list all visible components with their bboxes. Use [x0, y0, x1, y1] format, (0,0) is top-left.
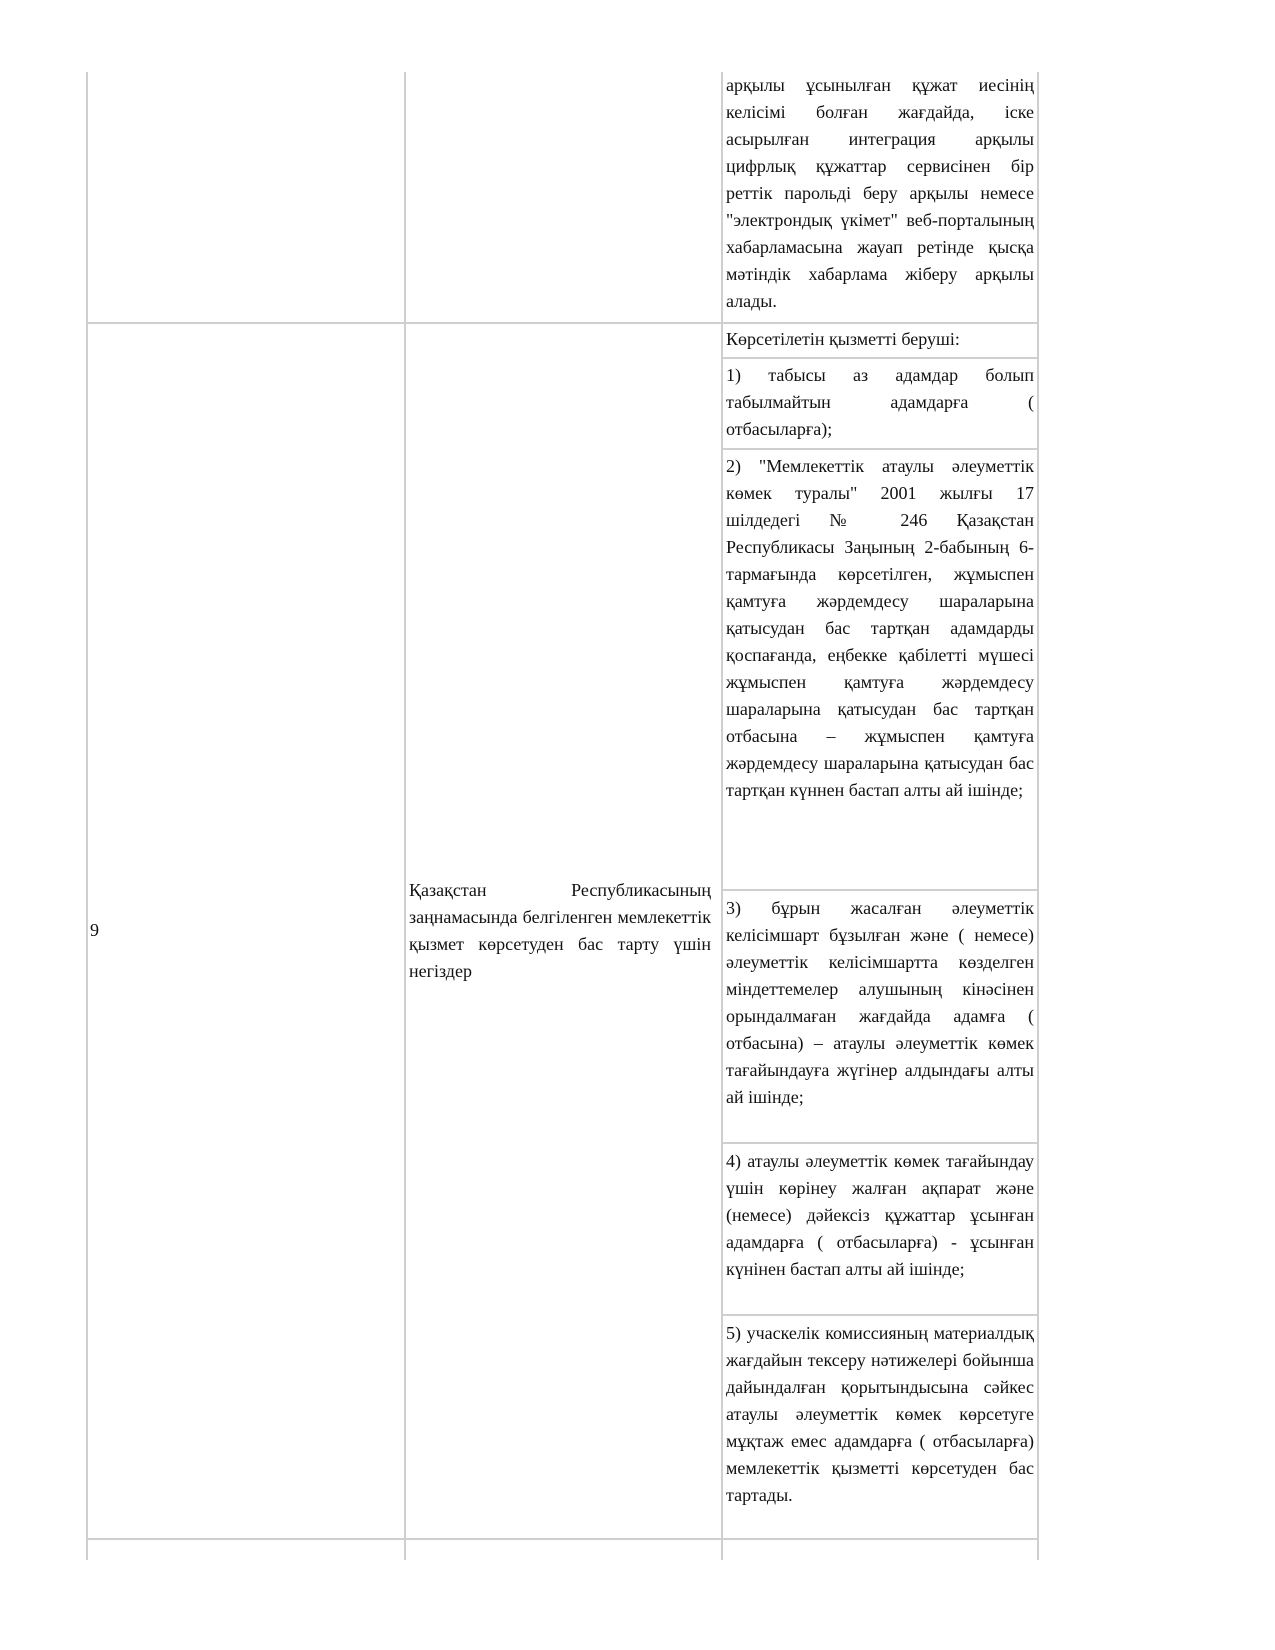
table-border-col3	[721, 72, 723, 1560]
subrow-divider-1	[721, 357, 1039, 359]
continued-cell-text: арқылы ұсынылған құжат иесінің келісімі болған жағдайда, іске асырылған интеграция арқылы цифрлық құжаттар сервисінен бір реттік парольді беру арқылы немесе "электрондық үкімет" веб-порталының хабарламасына жауап ретінде қысқа мәтіндік хабарлама жіберу арқылы алады.	[726, 75, 1034, 311]
refusal-item-2: 2) "Мемлекеттік атаулы әлеуметтік көмек туралы" 2001 жылғы 17 шілдедегі № 246 Қазақстан Республикасы Заңының 2-бабының 6-тармағында көрсетілген, жұмыспен қамтуға жәрдемдесу шараларына қатысудан бас тартқан адамдарды қоспағанда, еңбекке қабілетті мүшесі жұмыспен қамтуға жәрдемдесу шараларына қатысудан бас тартқан отбасына – жұмыспен қамтуға жәрдемдесу шараларына қатысудан бас тартқан күннен бастап алты ай ішінде;	[726, 456, 1034, 800]
row-divider-top-of-row-9	[86, 322, 1039, 324]
table-border-left	[86, 72, 88, 1560]
refusal-item-1: 1) табысы аз адамдар болып табылмайтын адамдарға ( отбасыларға);	[726, 365, 1034, 439]
provider-intro: Көрсетілетін қызметті беруші:	[726, 329, 960, 349]
subrow-divider-2	[721, 448, 1039, 450]
table-border-col2	[404, 72, 406, 1560]
row-number: 9	[90, 920, 99, 940]
refusal-item-4: 4) атаулы әлеуметтік көмек тағайындау үшін көрінеу жалған ақпарат және (немесе) дәйексіз құжаттар ұсынған адамдарға ( отбасыларға) - ұсынған күнінен бастап алты ай ішінде;	[726, 1151, 1034, 1279]
subrow-divider-4	[721, 1142, 1039, 1144]
subrow-divider-5	[721, 1314, 1039, 1316]
row-title: Қазақстан Республикасының заңнамасында белгіленген мемлекеттік қызмет көрсетуден бас тарту үшін негіздер	[409, 880, 711, 981]
row-divider-bottom-of-row-9	[86, 1538, 1039, 1540]
refusal-item-3: 3) бұрын жасалған әлеуметтік келісімшарт бұзылған және ( немесе) әлеуметтік келісімшартта көзделген міндеттемелер алушының кінәсінен орындалмаған жағдайда адамға ( отбасына) – атаулы әлеуметтік көмек тағайындауға жүгінер алдындағы алты ай ішінде;	[726, 898, 1034, 1107]
table-border-right	[1037, 72, 1039, 1560]
refusal-item-5: 5) учаскелік комиссияның материалдық жағдайын тексеру нәтижелері бойынша дайындалған қорытындысына сәйкес атаулы әлеуметтік көмек көрсетуге мұқтаж емес адамдарға ( отбасыларға) мемлекеттік қызметті көрсетуден бас тартады.	[726, 1323, 1034, 1505]
subrow-divider-3	[721, 889, 1039, 891]
